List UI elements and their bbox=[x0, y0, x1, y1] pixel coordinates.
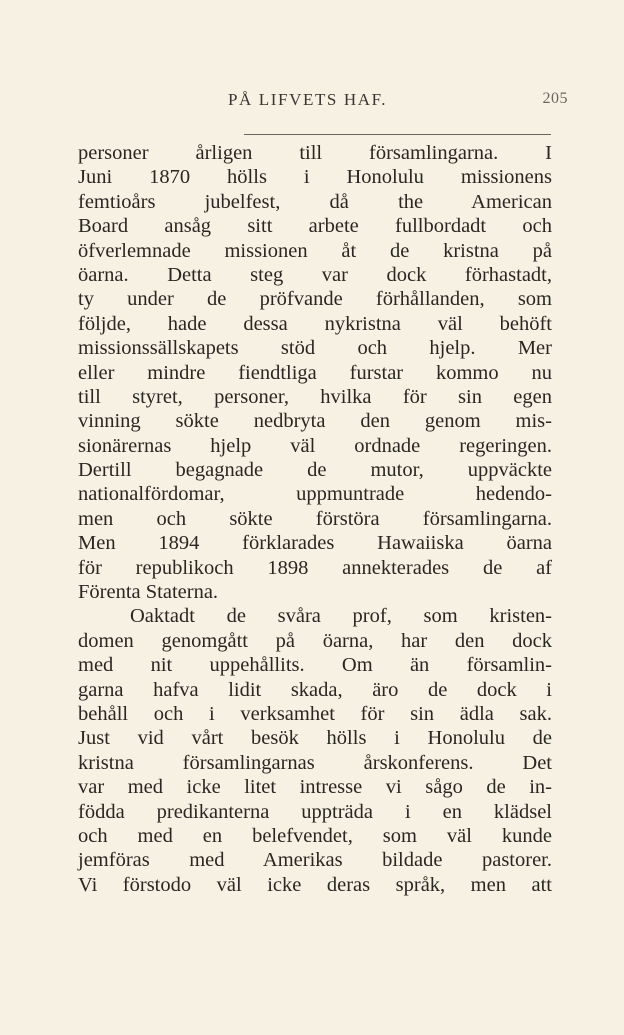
text-line: födda predikanterna uppträda i en klädsel bbox=[78, 800, 552, 823]
header-rule bbox=[244, 134, 551, 135]
text-line: vinning sökte nedbryta den genom mis- bbox=[78, 410, 552, 433]
text-line: Juni 1870 hölls i Honolulu missionens bbox=[78, 166, 552, 189]
body-text bbox=[78, 141, 552, 897]
text-line: öarna. Detta steg var dock förhastadt, bbox=[78, 263, 552, 286]
page-number: 205 bbox=[542, 90, 568, 107]
text-line: Oaktadt de svåra prof, som kristen- bbox=[130, 605, 552, 628]
text-line: kristna församlingarnas årskonferens. Det bbox=[78, 751, 552, 774]
text-line: var med icke litet intresse vi sågo de in- bbox=[78, 776, 552, 799]
text-line: eller mindre fiendtliga furstar kommo nu bbox=[78, 361, 552, 384]
text-line: till styret, personer, hvilka för sin egen bbox=[78, 385, 552, 408]
text-line: och med en belefvendet, som väl kunde bbox=[78, 824, 552, 847]
text-line: öfverlemnade missionen åt de kristna på bbox=[78, 239, 552, 262]
text-line: följde, hade dessa nykristna väl behöft bbox=[78, 312, 552, 335]
text-line: Board ansåg sitt arbete fullbordadt och bbox=[78, 215, 552, 238]
text-line: jemföras med Amerikas bildade pastorer. bbox=[78, 849, 552, 872]
text-line: men och sökte förstöra församlingarna. bbox=[78, 507, 552, 530]
text-line: ty under de pröfvande förhållanden, som bbox=[78, 288, 552, 311]
text-line: femtioårs jubelfest, då the American bbox=[78, 190, 552, 213]
running-head bbox=[78, 90, 568, 114]
running-title: PÅ LIFVETS HAF. bbox=[228, 90, 388, 109]
text-line: Förenta Staterna. bbox=[78, 581, 219, 604]
text-line: domen genomgått på öarna, har den dock bbox=[78, 629, 552, 652]
text-line: Vi förstodo väl icke deras språk, men att bbox=[78, 873, 552, 896]
text-line: behåll och i verksamhet för sin ädla sak. bbox=[78, 702, 552, 725]
text-line: Just vid vårt besök hölls i Honolulu de bbox=[78, 727, 552, 750]
text-line: nationalfördomar, uppmuntrade hedendo- bbox=[78, 483, 552, 506]
text-line: personer årligen till församlingarna. I bbox=[78, 142, 552, 164]
text-line: med nit uppehållits. Om än församlin- bbox=[78, 654, 552, 677]
text-line: garna hafva lidit skada, äro de dock i bbox=[78, 678, 552, 701]
text-line: för republikoch 1898 annekterades de af bbox=[78, 556, 552, 579]
text-line: Men 1894 förklarades Hawaiiska öarna bbox=[78, 532, 552, 555]
text-line: missionssällskapets stöd och hjelp. Mer bbox=[78, 337, 552, 360]
text-line: Dertill begagnade de mutor, uppväckte bbox=[78, 459, 552, 482]
text-line: sionärernas hjelp väl ordnade regeringen. bbox=[78, 434, 552, 457]
